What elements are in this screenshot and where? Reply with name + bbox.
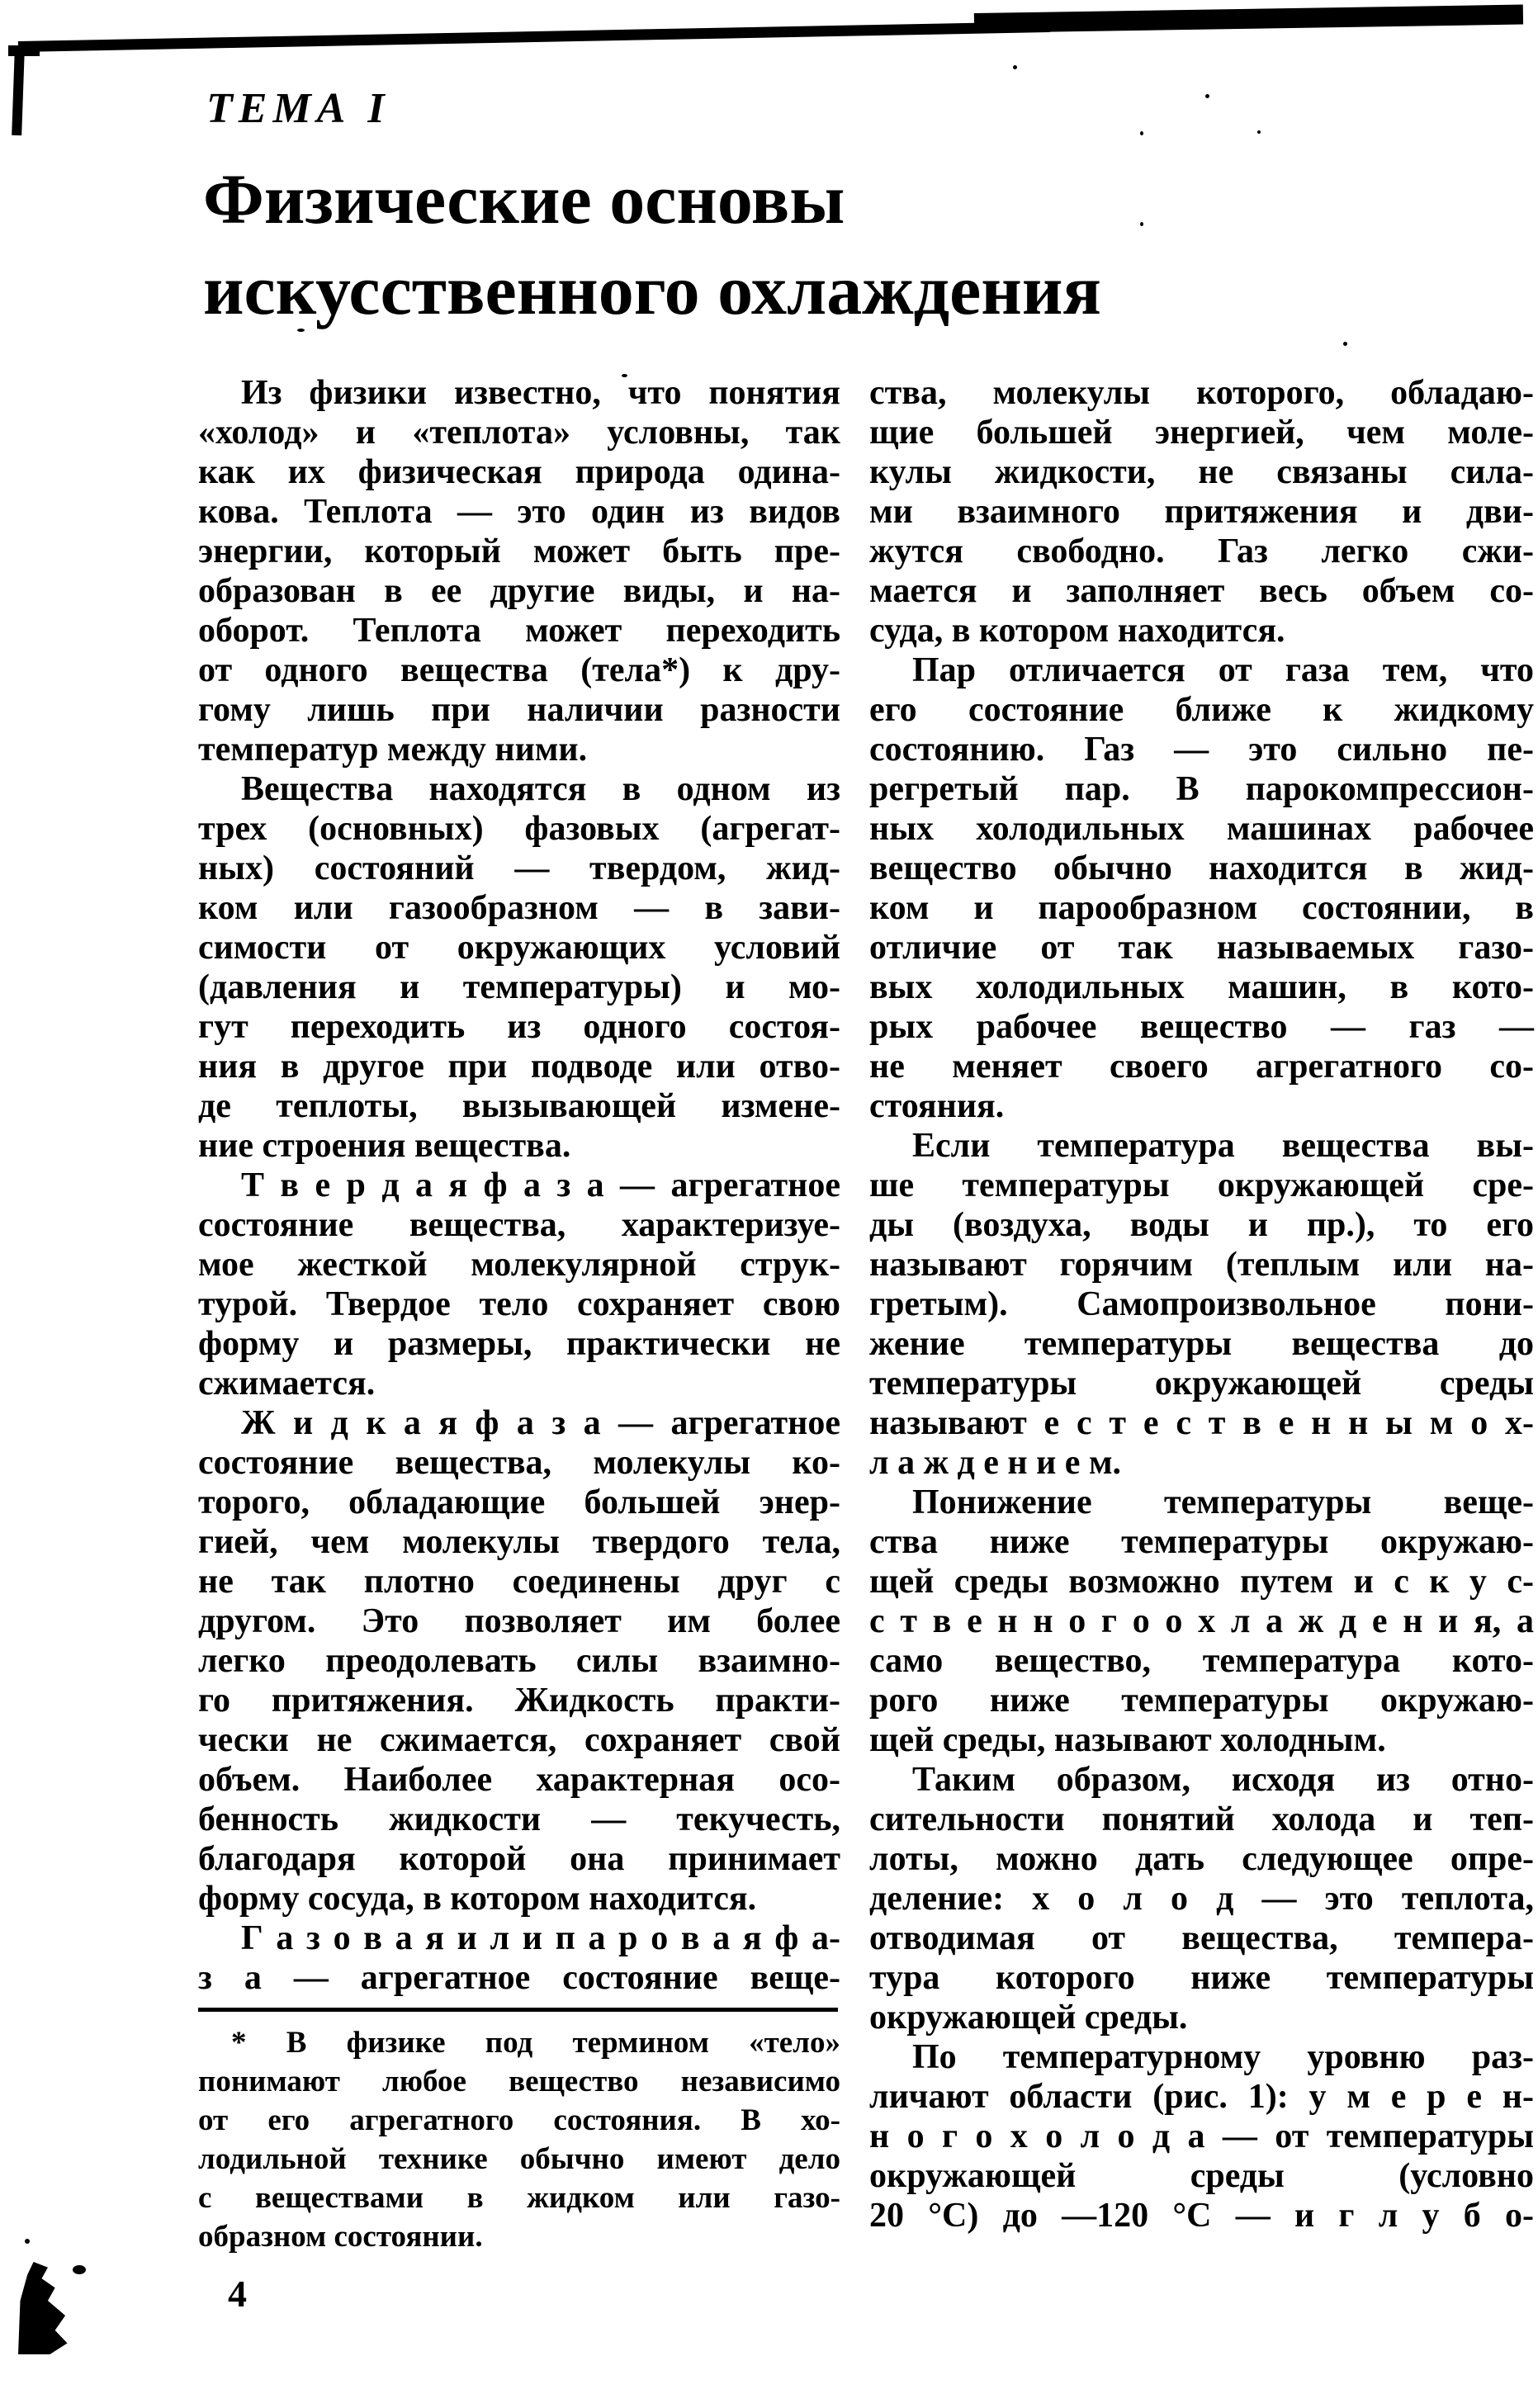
text-line: з а — агрегатное состояние веще-: [198, 1959, 840, 1997]
paragraph: [869, 373, 1534, 650]
paragraph: [869, 650, 1534, 1126]
text-line: ных холодильных машинах рабочее: [869, 810, 1534, 848]
text-line: легко преодолевать силы взаимно-: [198, 1642, 840, 1680]
text-line: суда, в котором находится.: [869, 612, 1285, 650]
text-line: жутся свободно. Газ легко сжи-: [869, 532, 1534, 570]
text-line: щие большей энергией, чем моле-: [869, 414, 1534, 452]
text-line: рых рабочее вещество — газ —: [869, 1008, 1534, 1046]
text-line: Понижение температуры веще-: [912, 1483, 1534, 1521]
text-line: Т в е р д а я ф а з а — агрегатное: [241, 1166, 840, 1204]
text-line: ных) состояний — твердом, жид-: [198, 849, 840, 887]
text-line: благодаря которой она принимает: [198, 1840, 840, 1878]
text-line: лодильной технике обычно имеют дело: [198, 2142, 840, 2176]
text-line: вых холодильных машин, в кото-: [869, 968, 1534, 1006]
text-line: Таким образом, исходя из отно-: [912, 1761, 1534, 1799]
scan-artifact-speck: [25, 2239, 30, 2244]
text-line: как их физическая природа одина-: [198, 453, 840, 491]
text-line: гому лишь при наличии разности: [198, 691, 840, 729]
text-line: не так плотно соединены друг с: [198, 1563, 840, 1601]
title-line-1: Физические основы: [203, 159, 845, 239]
text-line: состояние вещества, характеризуе-: [198, 1206, 840, 1244]
scan-artifact-ink-blob: [18, 2262, 69, 2354]
text-line: гут переходить из одного состоя-: [198, 1008, 840, 1046]
text-line: ше температуры окружающей сре-: [869, 1166, 1534, 1204]
paragraph: [869, 1126, 1534, 1483]
text-line: личают области (рис. 1): у м е р е н-: [869, 2078, 1534, 2116]
text-line: гретым). Самопроизвольное пони-: [869, 1285, 1534, 1323]
text-line: бенность жидкости — текучесть,: [198, 1800, 840, 1838]
text-line: Ж и д к а я ф а з а — агрегатное: [241, 1404, 840, 1442]
text-line: отличие от так называемых газо-: [869, 929, 1534, 967]
text-line: щей среды возможно путем и с к у с-: [869, 1563, 1534, 1601]
text-line: трех (основных) фазовых (агрегат-: [198, 810, 840, 848]
page-title: [203, 154, 1101, 335]
text-line: стояния.: [869, 1087, 1005, 1125]
scan-artifact-top-bar: [18, 21, 1050, 52]
text-line: щей среды, называют холодным.: [869, 1721, 1386, 1759]
text-line: тура которого ниже температуры: [869, 1959, 1534, 1997]
paragraph: [869, 1760, 1534, 2037]
text-line: объем. Наиболее характерная осо-: [198, 1761, 840, 1799]
footnote: [198, 2023, 840, 2256]
text-line: называют горячим (теплым или на-: [869, 1246, 1534, 1284]
paragraph: [198, 1403, 840, 1918]
text-line: ми взаимного притяжения и дви-: [869, 493, 1534, 531]
text-line: форму и размеры, практически не: [198, 1325, 840, 1363]
paragraph: [198, 1166, 840, 1403]
text-line: 20 °С) до —120 °С — и г л у б о-: [869, 2197, 1534, 2235]
text-line: ком или газообразном — в зави-: [198, 889, 840, 927]
paragraph: [198, 373, 840, 769]
text-line: ства ниже температуры окружаю-: [869, 1523, 1534, 1561]
text-line: симости от окружающих условий: [198, 929, 840, 967]
scan-artifact-corner-mark: [12, 50, 25, 135]
text-line: состояние вещества, молекулы ко-: [198, 1444, 840, 1482]
paragraph: [869, 1483, 1534, 1760]
text-line: мое жесткой молекулярной струк-: [198, 1246, 840, 1284]
text-line: образован в ее другие виды, и на-: [198, 572, 840, 610]
text-line: л а ж д е н и е м.: [869, 1444, 1122, 1482]
text-line: ком и парообразном состоянии, в: [869, 889, 1534, 927]
text-line: * В физике под термином «тело»: [231, 2026, 840, 2060]
paragraph: [198, 2023, 840, 2256]
title-line-2: искусственного охлаждения: [203, 250, 1101, 329]
text-line: сительности понятий холода и теп-: [869, 1800, 1534, 1838]
text-line: температуры окружающей среды: [869, 1365, 1534, 1403]
text-line: Пар отличается от газа тем, что: [912, 651, 1534, 689]
page-number: 4: [228, 2273, 247, 2315]
text-line: от одного вещества (тела*) к дру-: [198, 651, 840, 689]
scan-artifact-speck: [1140, 131, 1143, 135]
text-line: «холод» и «теплота» условны, так: [198, 414, 840, 452]
text-line: регретый пар. В парокомпрессион-: [869, 770, 1534, 808]
text-line: Из физики известно, что понятия: [241, 374, 840, 412]
scan-artifact-speck: [1013, 65, 1017, 69]
text-line: форму сосуда, в котором находится.: [198, 1880, 757, 1918]
scan-artifact-speck: [1257, 130, 1261, 134]
text-line: окружающей среды.: [869, 1999, 1188, 2037]
text-line: вещество обычно находится в жид-: [869, 849, 1534, 887]
text-line: ния в другое при подводе или отво-: [198, 1048, 840, 1086]
text-line: кова. Теплота — это один из видов: [198, 493, 840, 531]
text-column-right: [869, 373, 1534, 2235]
paragraph: [198, 769, 840, 1166]
text-line: мается и заполняет весь объем со-: [869, 572, 1534, 610]
text-line: его состояние ближе к жидкому: [869, 691, 1534, 729]
text-line: с т в е н н о г о о х л а ж д е н и я, а: [869, 1602, 1534, 1640]
text-line: отводимая от вещества, темпера-: [869, 1919, 1534, 1957]
text-line: состоянию. Газ — это сильно пе-: [869, 731, 1534, 769]
text-line: го притяжения. Жидкость практи-: [198, 1682, 840, 1720]
text-line: само вещество, температура кото-: [869, 1642, 1534, 1680]
paragraph: [198, 1918, 840, 1998]
text-line: энергии, который может быть пре-: [198, 532, 840, 570]
text-line: де теплоты, вызывающей измене-: [198, 1087, 840, 1125]
text-line: сжимается.: [198, 1365, 376, 1403]
scan-artifact-corner-mark: [8, 45, 40, 56]
text-column-left: [198, 373, 840, 2256]
text-line: гией, чем молекулы твердого тела,: [198, 1523, 840, 1561]
text-line: рого ниже температуры окружаю-: [869, 1682, 1534, 1720]
text-line: По температурному уровню раз-: [912, 2038, 1534, 2076]
paragraph: [869, 2037, 1534, 2235]
text-line: окружающей среды (условно: [869, 2157, 1534, 2195]
text-line: образном состоянии.: [198, 2220, 483, 2254]
text-line: (давления и температуры) и мо-: [198, 968, 840, 1006]
text-line: турой. Твердое тело сохраняет свою: [198, 1285, 840, 1323]
text-line: лоты, можно дать следующее опре-: [869, 1840, 1534, 1878]
text-line: кулы жидкости, не связаны сила-: [869, 453, 1534, 491]
text-line: Г а з о в а я и л и п а р о в а я ф а-: [241, 1919, 840, 1957]
text-line: чески не сжимается, сохраняет свой: [198, 1721, 840, 1759]
text-line: с веществами в жидком или газо-: [198, 2181, 840, 2215]
text-line: называют е с т е с т в е н н ы м о х-: [869, 1404, 1534, 1442]
scan-artifact-speck: [73, 2265, 86, 2274]
text-line: ства, молекулы которого, обладаю-: [869, 374, 1534, 412]
text-line: температур между ними.: [198, 731, 588, 769]
footnote-rule: [198, 2008, 838, 2012]
text-line: оборот. Теплота может переходить: [198, 612, 840, 650]
scan-artifact-speck: [1205, 94, 1209, 98]
text-line: другом. Это позволяет им более: [198, 1602, 840, 1640]
scan-artifact-speck: [1343, 342, 1347, 346]
text-line: жение температуры вещества до: [869, 1325, 1534, 1363]
text-line: торого, обладающие большей энер-: [198, 1483, 840, 1521]
text-line: деление: х о л о д — это теплота,: [869, 1880, 1534, 1918]
scan-artifact-speck: [1140, 222, 1143, 226]
text-line: понимают любое вещество независимо: [198, 2065, 840, 2098]
text-line: Вещества находятся в одном из: [241, 770, 840, 808]
chapter-kicker: ТЕМА I: [206, 85, 390, 132]
text-line: н о г о х о л о д а — от температуры: [869, 2117, 1534, 2155]
text-line: от его агрегатного состояния. В хо-: [198, 2103, 840, 2137]
text-line: ние строения вещества.: [198, 1127, 571, 1165]
text-line: Если температура вещества вы-: [912, 1127, 1534, 1165]
text-line: не меняет своего агрегатного со-: [869, 1048, 1534, 1086]
scan-artifact-top-bar: [974, 5, 1523, 33]
text-line: ды (воздуха, воды и пр.), то его: [869, 1206, 1534, 1244]
